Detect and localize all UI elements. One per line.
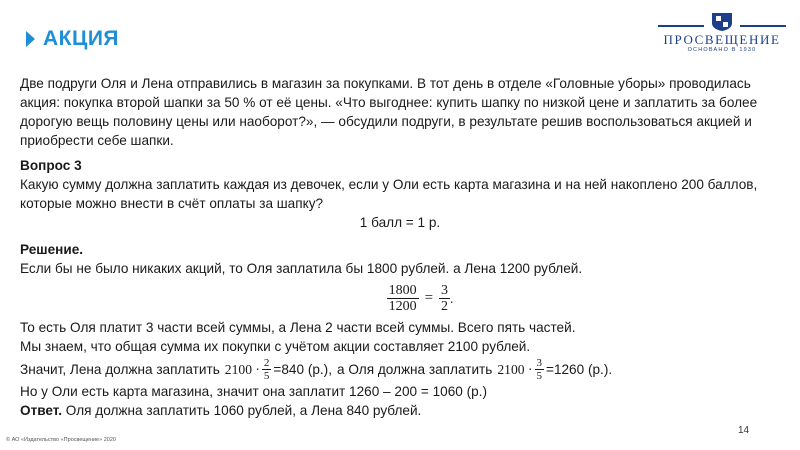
calc-olya-base: 2100 ·: [497, 361, 533, 377]
calc-olya-result: =1260 (р.).: [546, 361, 613, 377]
answer-text: Оля должна заплатить 1060 рублей, а Лена 840 рублей.: [62, 403, 422, 418]
question-text: Какую сумму должна заплатить каждая из девочек, если у Оли есть карта магазина и на ней накоплено 200 баллов, которые можно внести в счёт оплаты за шапку?: [20, 177, 758, 211]
solution-line-2: То есть Оля платит 3 части всей суммы, а Лена 2 части всей суммы. Всего пять частей.: [20, 320, 576, 335]
publisher-logo: [656, 6, 788, 52]
ratio-numerator: 1800: [388, 282, 417, 298]
solution-title: Решение.: [20, 242, 84, 257]
answer-label: Ответ.: [20, 403, 63, 418]
calc-olya: [497, 357, 612, 382]
calc-olya-num: 3: [536, 356, 542, 369]
logo-line-right: [740, 25, 786, 27]
calc-lena: [225, 357, 332, 382]
answer-line: [20, 401, 780, 420]
triangle-bullet-icon: [26, 31, 35, 47]
line4-middle: а Оля должна заплатить: [337, 361, 493, 377]
logo-line-left: [658, 25, 704, 27]
slide-header: [0, 0, 800, 70]
copyright-footer: © АО «Издательство «Просвещение» 2020: [6, 437, 116, 443]
ratio-formula: [20, 278, 780, 318]
calc-lena-den: 5: [263, 369, 270, 382]
slide-content: [20, 74, 780, 420]
section-heading: [26, 27, 119, 51]
calc-lena-num: 2: [263, 356, 270, 369]
ratio-period: .: [450, 290, 454, 306]
equals-sign: =: [424, 289, 434, 306]
page-number: 14: [738, 425, 750, 436]
ratio-fraction: [387, 283, 419, 314]
calc-lena-base: 2100 ·: [224, 361, 260, 377]
shield-icon: [710, 12, 734, 32]
solution-line-1: Если бы не было никаких акций, то Оля заплатила бы 1800 рублей. а Лена 1200 рублей.: [20, 261, 583, 276]
solution-line-3: Мы знаем, что общая сумма их покупки с учётом акции составляет 2100 рублей.: [20, 339, 531, 354]
result-denominator: 2: [441, 298, 449, 314]
intro-paragraph: Две подруги Оля и Лена отправились в магазин за покупками. В тот день в отделе «Головные уборы» проводилась акция: покупка второй шапки за 50 % от её цены. «Что выгоднее: купить шапку по низкой цене и заплатить за более дорогую вещь половину цены или наоборот?», — обсудили подруги, в результате решив воспользоваться акцией и приобрести себе шапки.: [20, 76, 758, 148]
section-label: АКЦИЯ: [43, 27, 120, 50]
calc-lena-fraction: [262, 357, 272, 382]
line4-prefix: Значит, Лена должна заплатить: [20, 361, 220, 377]
ratio-denominator: 1200: [388, 298, 417, 314]
solution-line-5: Но у Оли есть карта магазина, значит она заплатит 1260 – 200 = 1060 (р.): [20, 384, 487, 399]
question-title: Вопрос 3: [20, 158, 82, 173]
logo-title: ПРОСВЕЩЕНИЕ: [663, 32, 781, 47]
solution-line-4: [20, 356, 780, 382]
points-note: 1 балл = 1 р.: [359, 215, 441, 230]
calc-lena-result: =840 (р.),: [273, 361, 332, 377]
calc-olya-fraction: [535, 357, 545, 382]
logo-subtitle: ОСНОВАНО В 1930: [687, 47, 757, 53]
result-numerator: 3: [441, 282, 449, 298]
result-fraction: [439, 283, 450, 314]
calc-olya-den: 5: [536, 369, 542, 382]
